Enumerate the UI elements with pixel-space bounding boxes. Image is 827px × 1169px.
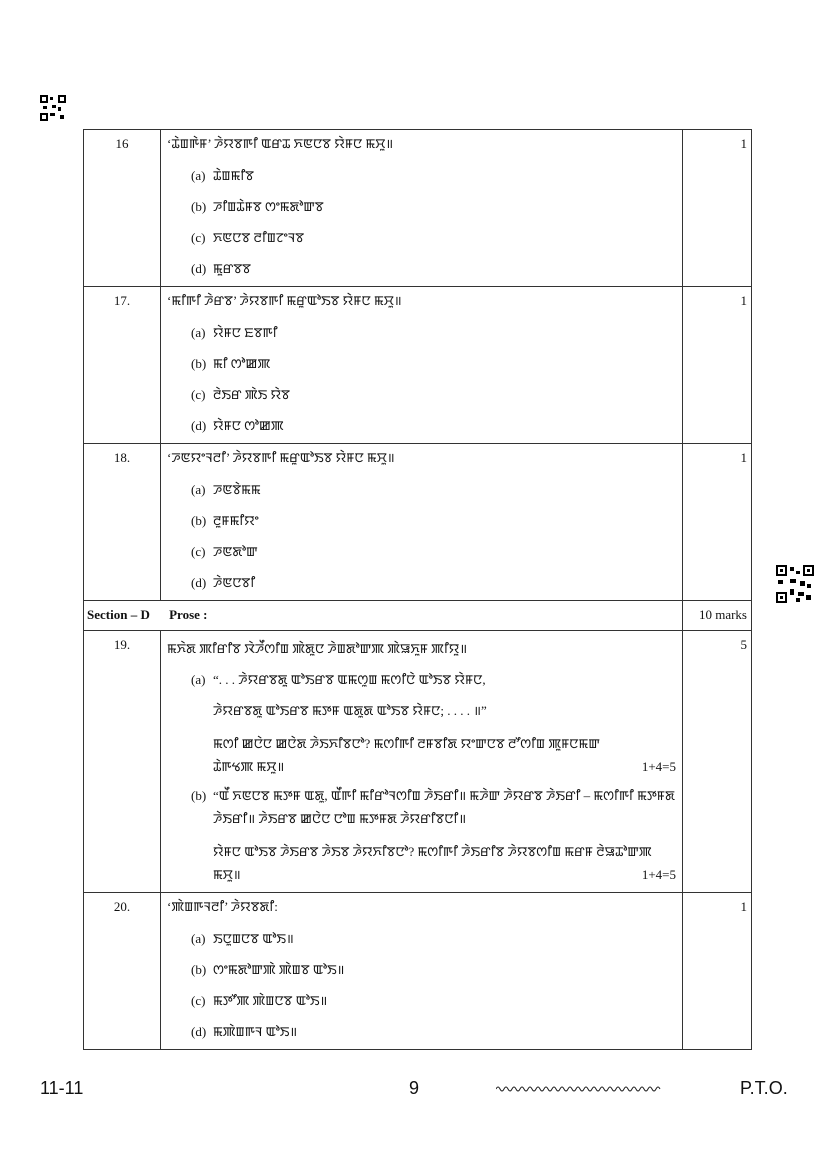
question-table [83, 129, 752, 1050]
sub-question-b: (b) “ꯑꯩ ꯈꯟꯅꯕ ꯃꯇꯝ ꯑꯗꯨ, ꯑꯩꯒꯤ ꯃꯤꯔꯣꯜꯁꯤꯡ ꯍꯥꯏꯔꯤ॥ ꯃꯍꯥꯛ ꯍꯥꯌꯔꯕ ꯍꯥꯏꯔꯤ – ꯃꯁꯤꯒꯤ ꯃꯇꯝꯗ ꯍꯥꯏꯔꯤ॥ ꯍꯥꯏꯔꯕ ꯀꯅꯥꯅ ꯅꯣꯡ ꯃꯇꯝꯗ ꯍꯥꯌꯔꯤꯕꯅꯤ॥ ꯌꯥꯝꯅ ꯑꯣꯏꯕ ꯍꯥꯏꯔꯕ ꯍꯥꯏꯕ ꯍꯥꯌꯈꯤꯕꯅꯣ? ꯃꯁꯤꯒꯤ ꯍꯥꯏꯔꯤꯕ ꯍꯥꯌꯕꯁꯤꯡ ꯃꯔꯝ ꯂꯥꯎꯊꯣꯛꯄ ꯃꯆꯨ॥ 1+4=5 [191, 784, 676, 886]
question-marks: 1 [683, 130, 752, 287]
question-row [84, 287, 752, 444]
question-body [161, 444, 683, 601]
option: (c) ꯂꯥꯏꯔ ꯄꯥꯏ ꯌꯥꯕ [191, 387, 290, 402]
qr-code-icon [776, 565, 814, 603]
question-number: 20. [84, 893, 161, 1050]
section-title: Section – D [87, 607, 150, 622]
option: (d) ꯃꯨꯔꯕꯕ [191, 261, 251, 276]
question-stem: ꯃꯈꯥꯗ ꯄꯤꯔꯤꯕ ꯋꯥꯍꯩꯁꯤꯡ ꯄꯥꯗꯨꯅ ꯍꯥꯡꯗꯣꯛꯄ ꯄꯥꯎꯈꯨꯝ ꯄꯤꯌꯨ॥ [167, 641, 468, 656]
question-stem: ‘ꯃꯤꯒꯤ ꯍꯥꯔꯕ’ ꯍꯥꯌꯕꯒꯤ ꯃꯔꯨꯑꯣꯏꯕ ꯌꯥꯝꯅ ꯃꯆꯨ॥ [167, 293, 402, 308]
question-stem: ‘ꯊꯥꯡꯒꯥꯝ’ ꯍꯥꯌꯕꯒꯤ ꯑꯔꯊ ꯈꯟꯅꯕ ꯌꯥꯝꯅ ꯃꯆꯨ॥ [167, 136, 394, 151]
question-marks: 1 [683, 893, 752, 1050]
question-number: 17. [84, 287, 161, 444]
sub-question-a: (a) “. . . ꯍꯥꯌꯔꯕꯗꯨ ꯑꯣꯏꯔꯕ ꯑꯃꯁꯨꯡ ꯃꯁꯤꯅꯥ ꯑꯣꯏꯕ ꯌꯥꯝꯅ, ꯍꯥꯌꯔꯕꯗꯨ ꯑꯣꯏꯔꯕ ꯃꯇꯝ ꯑꯗꯨꯗ ꯑꯣꯏꯕ ꯌꯥꯝꯅ; . . . . ॥” ꯃꯁꯤ ꯀꯅꯥꯅ ꯀꯅꯥꯗ ꯍꯥꯏꯈꯤꯕꯅꯣ? ꯃꯁꯤꯒꯤ ꯂꯝꯕꯤꯗ ꯌꯦꯛꯅꯕ ꯂꯧꯁꯤꯡ ꯄꯨꯝꯅꯃꯛ ꯊꯥꯒꯠꯄ ꯃꯆꯨ॥ 1+4=5 [191, 668, 676, 778]
page-number: 9 [409, 1078, 420, 1098]
question-row [84, 893, 752, 1050]
option: (d) ꯍꯥꯟꯅꯕꯤ [191, 575, 256, 590]
option: (d) ꯌꯥꯝꯅ ꯁꯣꯀꯄ [191, 418, 284, 433]
score-label: 1+4=5 [641, 759, 676, 774]
question-body [161, 893, 683, 1050]
pto-label: P.T.O. [740, 1078, 788, 1098]
squiggle-line-icon [496, 1081, 662, 1099]
question-row [84, 631, 752, 893]
question-number: 18. [84, 444, 161, 601]
option: (c) ꯍꯟꯗꯣꯛ [191, 544, 258, 559]
option: (b) ꯍꯤꯡꯊꯥꯝꯕ ꯁꯦꯃꯗꯣꯛꯕ [191, 199, 324, 214]
question-marks: 5 [683, 631, 752, 893]
question-stem: ‘ꯍꯟꯌꯦꯜꯂꯤ’ ꯍꯥꯌꯕꯒꯤ ꯃꯔꯨꯑꯣꯏꯕ ꯌꯥꯝꯅ ꯃꯆꯨ॥ [167, 450, 395, 465]
option: (b) ꯃꯤ ꯁꯣꯀꯄ [191, 356, 271, 371]
question-row [84, 130, 752, 287]
question-marks: 1 [683, 444, 752, 601]
option: (a) ꯌꯥꯝꯅ ꯐꯕꯒꯤ [191, 325, 278, 340]
option: (a) ꯊꯥꯡꯃꯤꯕ [191, 168, 254, 183]
question-body [161, 130, 683, 287]
question-body [161, 631, 683, 893]
question-marks: 1 [683, 287, 752, 444]
option: (c) ꯃꯇꯧꯄ ꯄꯥꯡꯅꯕ ꯑꯣꯏ॥ [191, 993, 328, 1008]
score-label: 1+4=5 [641, 867, 676, 882]
question-number: 16 [84, 130, 161, 287]
option: (a) ꯍꯟꯕꯥꯃꯃ [191, 482, 261, 497]
qr-code-icon [40, 95, 66, 121]
paper-code: 11-11 [40, 1078, 84, 1098]
option: (d) ꯃꯄꯥꯡꯒꯜ ꯑꯣꯏ॥ [191, 1024, 298, 1039]
section-header [84, 601, 752, 631]
question-body [161, 287, 683, 444]
section-subtitle: Prose : [169, 607, 208, 622]
question-number: 19. [84, 631, 161, 893]
option: (b) ꯂꯨꯝꯃꯤꯌꯦ [191, 513, 259, 528]
question-row [84, 444, 752, 601]
option: (c) ꯈꯟꯅꯕ ꯂꯤꯡꯖꯦꯜꯕ [191, 230, 305, 245]
option: (b) ꯁꯦꯃꯗꯣꯛꯄꯥ ꯄꯥꯡꯕ ꯑꯣꯏ॥ [191, 962, 345, 977]
option: (a) ꯏꯅꯨꯡꯅꯕ ꯑꯣꯏ॥ [191, 931, 294, 946]
question-stem: ‘ꯄꯥꯡꯒꯜꯂꯤ’ ꯍꯥꯌꯕꯗꯤ: [167, 899, 278, 914]
section-marks: 10 marks [683, 601, 752, 631]
